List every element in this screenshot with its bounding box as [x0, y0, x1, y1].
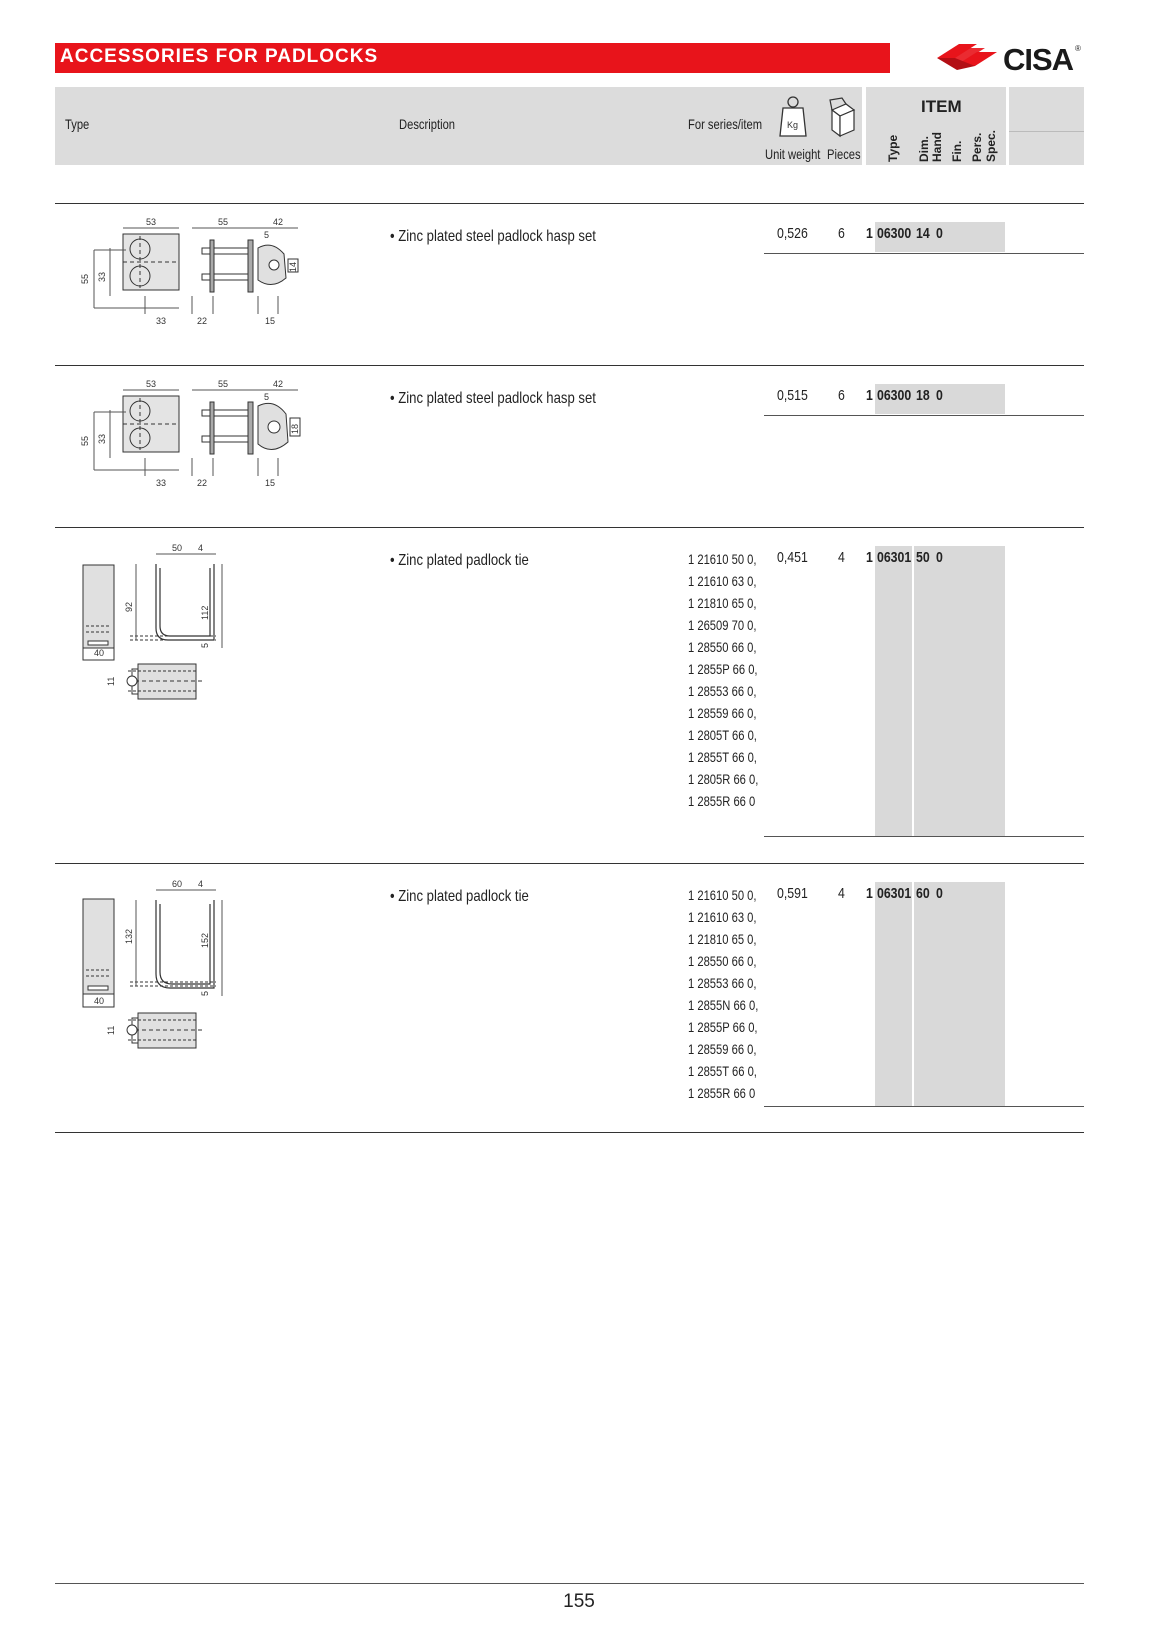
svg-text:11: 11: [106, 676, 116, 686]
svg-text:33: 33: [156, 316, 167, 326]
svg-text:50: 50: [172, 543, 183, 553]
series-item: 1 21610 50 0,: [688, 551, 757, 567]
pieces-count: 6: [838, 225, 845, 242]
series-item: 1 28553 66 0,: [688, 683, 757, 699]
row-separator: [55, 1132, 1084, 1133]
svg-text:60: 60: [172, 879, 183, 889]
svg-text:5: 5: [200, 642, 210, 648]
row-description: • Zinc plated steel padlock hasp set: [390, 228, 596, 245]
spec-header-block: [1009, 87, 1084, 165]
series-list: [688, 548, 758, 812]
header-col-spec: Spec.: [984, 129, 998, 162]
header-col-hand: Hand: [930, 132, 944, 162]
header-col-dim: Dim.: [917, 135, 931, 162]
series-item: 1 28559 66 0,: [688, 705, 757, 721]
svg-text:53: 53: [146, 217, 157, 227]
header-col-pers: Pers.: [970, 132, 984, 162]
code-prefix: 1: [866, 225, 873, 242]
registered-mark: ®: [1075, 44, 1081, 53]
svg-text:15: 15: [265, 478, 276, 488]
header-description: Description: [399, 116, 456, 132]
code-fin: 0: [936, 387, 943, 404]
header-col-type: Type: [886, 134, 900, 162]
series-item: 1 21810 65 0,: [688, 931, 757, 947]
row-description: • Zinc plated padlock tie: [390, 888, 529, 905]
page-number: 155: [563, 1591, 595, 1612]
code-dim: 14: [916, 225, 930, 242]
code-fin: 0: [936, 225, 943, 242]
pieces-count: 4: [838, 885, 845, 902]
padlock-tie-drawing: [80, 540, 240, 715]
pieces-count: 6: [838, 387, 845, 404]
brand-logo: [937, 40, 1082, 80]
series-item: 1 28553 66 0,: [688, 975, 757, 991]
series-item: 1 2855R 66 0: [688, 1085, 756, 1101]
series-item: 1 2855N 66 0,: [688, 997, 759, 1013]
svg-text:14: 14: [288, 261, 298, 272]
code-type: 06300: [877, 387, 912, 404]
series-item: 1 28550 66 0,: [688, 953, 757, 969]
box-icon: [828, 96, 858, 138]
series-list: [688, 884, 758, 1104]
code-prefix: 1: [866, 549, 873, 566]
svg-text:5: 5: [264, 392, 270, 402]
svg-text:42: 42: [273, 379, 284, 389]
row-separator: [55, 527, 1084, 528]
series-item: 1 2805T 66 0,: [688, 727, 757, 743]
series-item: 1 2805R 66 0,: [688, 771, 759, 787]
series-item: 1 28550 66 0,: [688, 639, 757, 655]
pieces-count: 4: [838, 549, 845, 566]
padlock-tie-drawing: [80, 876, 240, 1056]
svg-text:Kg: Kg: [787, 120, 799, 130]
svg-text:53: 53: [146, 379, 157, 389]
hasp-set-drawing: [80, 376, 320, 499]
hasp-set-drawing: [80, 214, 320, 337]
series-item: 1 21610 63 0,: [688, 573, 757, 589]
brand-name: CISA: [1003, 42, 1074, 77]
series-item: 1 2855R 66 0: [688, 793, 756, 809]
svg-text:5: 5: [200, 990, 210, 996]
row-description: • Zinc plated steel padlock hasp set: [390, 390, 596, 407]
svg-text:5: 5: [264, 230, 270, 240]
code-prefix: 1: [866, 387, 873, 404]
header-series: For series/item: [688, 116, 763, 132]
svg-text:92: 92: [124, 601, 134, 612]
code-type: 06301: [877, 885, 912, 902]
unit-weight: 0,451: [777, 549, 808, 566]
series-item: 1 2855P 66 0,: [688, 1019, 758, 1035]
svg-text:4: 4: [198, 543, 204, 553]
unit-weight: 0,526: [777, 225, 808, 242]
header-unit-weight: Unit weight: [765, 146, 821, 162]
svg-text:55: 55: [218, 217, 229, 227]
svg-text:112: 112: [200, 605, 210, 620]
item-code-shade: [875, 546, 912, 836]
svg-text:40: 40: [94, 996, 105, 1006]
spec-header-divider: [1009, 131, 1084, 132]
row-underline: [764, 253, 1084, 254]
row-underline: [764, 836, 1084, 837]
svg-text:33: 33: [97, 271, 107, 282]
series-item: 1 21810 65 0,: [688, 595, 757, 611]
row-underline: [764, 1106, 1084, 1107]
svg-text:18: 18: [290, 423, 300, 434]
code-prefix: 1: [866, 885, 873, 902]
item-code-shade: [914, 882, 1005, 1106]
svg-text:4: 4: [198, 879, 204, 889]
code-fin: 0: [936, 549, 943, 566]
svg-text:152: 152: [200, 932, 210, 948]
svg-text:55: 55: [80, 273, 90, 284]
header-col-fin: Fin.: [950, 140, 964, 162]
series-item: 1 21610 50 0,: [688, 887, 757, 903]
series-item: 1 2855P 66 0,: [688, 661, 758, 677]
row-description: • Zinc plated padlock tie: [390, 552, 529, 569]
svg-text:55: 55: [218, 379, 229, 389]
row-underline: [764, 415, 1084, 416]
row-separator: [55, 365, 1084, 366]
series-item: 1 2855T 66 0,: [688, 749, 757, 765]
svg-text:15: 15: [265, 316, 276, 326]
svg-text:42: 42: [273, 217, 284, 227]
code-dim: 60: [916, 885, 930, 902]
svg-text:132: 132: [124, 928, 134, 944]
page-title: ACCESSORIES FOR PADLOCKS: [60, 46, 379, 67]
item-code-shade: [875, 882, 912, 1106]
svg-text:55: 55: [80, 435, 90, 446]
code-dim: 18: [916, 387, 930, 404]
unit-weight: 0,515: [777, 387, 808, 404]
item-code-shade: [914, 546, 1005, 836]
svg-text:11: 11: [106, 1025, 116, 1035]
series-item: 1 2855T 66 0,: [688, 1063, 757, 1079]
svg-text:22: 22: [197, 478, 208, 488]
series-item: 1 21610 63 0,: [688, 909, 757, 925]
row-separator: [55, 203, 1084, 204]
code-fin: 0: [936, 885, 943, 902]
series-item: 1 28559 66 0,: [688, 1041, 757, 1057]
cisa-mark-icon: [937, 40, 1001, 74]
weight-icon: [778, 96, 808, 140]
header-item: ITEM: [921, 97, 962, 116]
footer-rule: [55, 1583, 1084, 1584]
unit-weight: 0,591: [777, 885, 808, 902]
row-separator: [55, 863, 1084, 864]
svg-text:33: 33: [97, 433, 107, 444]
svg-text:22: 22: [197, 316, 208, 326]
series-item: 1 26509 70 0,: [688, 617, 757, 633]
code-dim: 50: [916, 549, 930, 566]
code-type: 06301: [877, 549, 912, 566]
header-pieces: Pieces: [827, 146, 861, 162]
code-type: 06300: [877, 225, 912, 242]
svg-text:33: 33: [156, 478, 167, 488]
header-type: Type: [65, 116, 90, 132]
svg-text:40: 40: [94, 648, 105, 658]
